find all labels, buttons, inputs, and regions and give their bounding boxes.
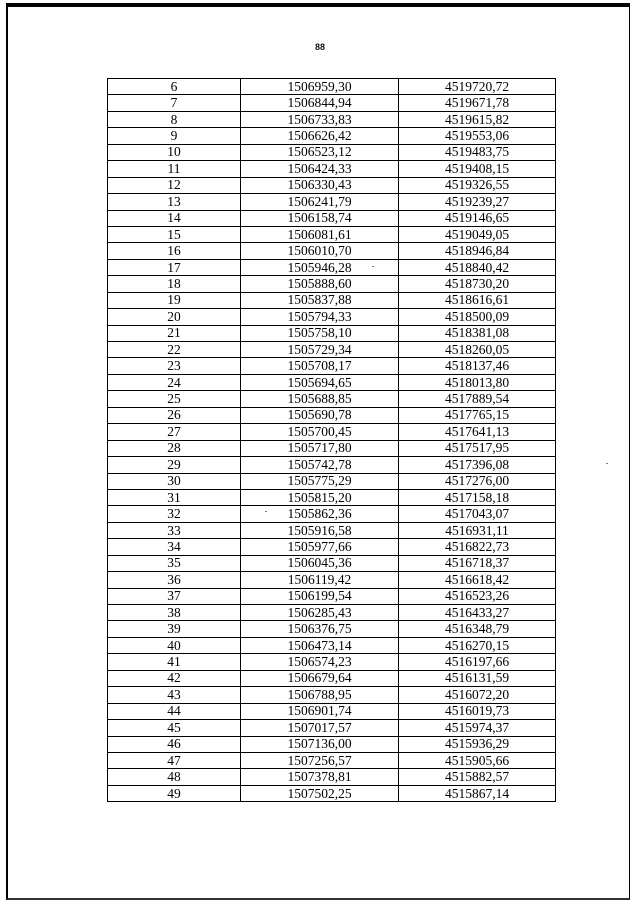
table-row — [108, 292, 556, 308]
table-row — [108, 194, 556, 210]
x-coordinate-cell: 1505794,33 — [241, 309, 399, 325]
x-coordinate-cell: 1506081,61 — [241, 226, 399, 242]
x-coordinate-cell: 1506158,74 — [241, 210, 399, 226]
x-coordinate-cell: 1506626,42 — [241, 128, 399, 144]
x-coordinate-cell: 1506241,79 — [241, 194, 399, 210]
scan-speck — [606, 463, 608, 464]
y-coordinate-cell: 4516348,79 — [399, 621, 556, 637]
table-row — [108, 785, 556, 801]
point-number-cell: 47 — [108, 752, 241, 768]
y-coordinate-cell: 4519239,27 — [399, 194, 556, 210]
y-coordinate-cell: 4517641,13 — [399, 424, 556, 440]
point-number-cell: 19 — [108, 292, 241, 308]
x-coordinate-cell: 1505700,45 — [241, 424, 399, 440]
table-row — [108, 309, 556, 325]
y-coordinate-cell: 4517043,07 — [399, 506, 556, 522]
table-row — [108, 752, 556, 768]
table-row — [108, 177, 556, 193]
table-row — [108, 720, 556, 736]
y-coordinate-cell: 4519146,65 — [399, 210, 556, 226]
table-row — [108, 522, 556, 538]
y-coordinate-cell: 4516523,26 — [399, 588, 556, 604]
x-coordinate-cell: 1507378,81 — [241, 769, 399, 785]
point-number-cell: 13 — [108, 194, 241, 210]
scan-speck — [265, 511, 267, 512]
table-row — [108, 391, 556, 407]
y-coordinate-cell: 4519671,78 — [399, 95, 556, 111]
x-coordinate-cell: 1506733,83 — [241, 111, 399, 127]
point-number-cell: 14 — [108, 210, 241, 226]
point-number-cell: 42 — [108, 670, 241, 686]
x-coordinate-cell: 1506330,43 — [241, 177, 399, 193]
x-coordinate-cell: 1506424,33 — [241, 161, 399, 177]
table-row — [108, 342, 556, 358]
point-number-cell: 40 — [108, 637, 241, 653]
table-row — [108, 161, 556, 177]
y-coordinate-cell: 4515936,29 — [399, 736, 556, 752]
point-number-cell: 8 — [108, 111, 241, 127]
point-number-cell: 11 — [108, 161, 241, 177]
x-coordinate-cell: 1505837,88 — [241, 292, 399, 308]
table-row — [108, 621, 556, 637]
y-coordinate-cell: 4518946,84 — [399, 243, 556, 259]
y-coordinate-cell: 4518260,05 — [399, 342, 556, 358]
point-number-cell: 49 — [108, 785, 241, 801]
point-number-cell: 22 — [108, 342, 241, 358]
x-coordinate-cell: 1506376,75 — [241, 621, 399, 637]
point-number-cell: 34 — [108, 539, 241, 555]
table-row — [108, 226, 556, 242]
y-coordinate-cell: 4517276,00 — [399, 473, 556, 489]
y-coordinate-cell: 4517158,18 — [399, 489, 556, 505]
x-coordinate-cell: 1505708,17 — [241, 358, 399, 374]
point-number-cell: 29 — [108, 457, 241, 473]
table-row — [108, 243, 556, 259]
point-number-cell: 38 — [108, 605, 241, 621]
page-number: 88 — [314, 42, 325, 52]
point-number-cell: 43 — [108, 687, 241, 703]
point-number-cell: 37 — [108, 588, 241, 604]
x-coordinate-cell: 1506679,64 — [241, 670, 399, 686]
table-row — [108, 128, 556, 144]
y-coordinate-cell: 4515867,14 — [399, 785, 556, 801]
point-number-cell: 23 — [108, 358, 241, 374]
table-row — [108, 111, 556, 127]
point-number-cell: 33 — [108, 522, 241, 538]
point-number-cell: 7 — [108, 95, 241, 111]
point-number-cell: 41 — [108, 654, 241, 670]
x-coordinate-cell: 1505888,60 — [241, 276, 399, 292]
y-coordinate-cell: 4515905,66 — [399, 752, 556, 768]
x-coordinate-cell: 1507502,25 — [241, 785, 399, 801]
table-row — [108, 489, 556, 505]
table-row — [108, 654, 556, 670]
table-row — [108, 555, 556, 571]
point-number-cell: 25 — [108, 391, 241, 407]
point-number-cell: 12 — [108, 177, 241, 193]
y-coordinate-cell: 4518381,08 — [399, 325, 556, 341]
y-coordinate-cell: 4516131,59 — [399, 670, 556, 686]
x-coordinate-cell: 1505690,78 — [241, 407, 399, 423]
x-coordinate-cell: 1506010,70 — [241, 243, 399, 259]
y-coordinate-cell: 4519483,75 — [399, 144, 556, 160]
y-coordinate-cell: 4516718,37 — [399, 555, 556, 571]
table-row — [108, 457, 556, 473]
table-row — [108, 506, 556, 522]
point-number-cell: 10 — [108, 144, 241, 160]
y-coordinate-cell: 4516822,73 — [399, 539, 556, 555]
point-number-cell: 17 — [108, 259, 241, 275]
table-row — [108, 687, 556, 703]
y-coordinate-cell: 4516072,20 — [399, 687, 556, 703]
x-coordinate-cell: 1505729,34 — [241, 342, 399, 358]
table-row — [108, 358, 556, 374]
y-coordinate-cell: 4516433,27 — [399, 605, 556, 621]
y-coordinate-cell: 4519615,82 — [399, 111, 556, 127]
table-row — [108, 424, 556, 440]
point-number-cell: 27 — [108, 424, 241, 440]
table-row — [108, 473, 556, 489]
point-number-cell: 48 — [108, 769, 241, 785]
y-coordinate-cell: 4519408,15 — [399, 161, 556, 177]
table-row — [108, 144, 556, 160]
point-number-cell: 24 — [108, 374, 241, 390]
x-coordinate-cell: 1506901,74 — [241, 703, 399, 719]
x-coordinate-cell: 1506959,30 — [241, 79, 399, 95]
y-coordinate-cell: 4518013,80 — [399, 374, 556, 390]
x-coordinate-cell: 1505815,20 — [241, 489, 399, 505]
point-number-cell: 26 — [108, 407, 241, 423]
table-row — [108, 325, 556, 341]
table-row — [108, 637, 556, 653]
y-coordinate-cell: 4517765,15 — [399, 407, 556, 423]
y-coordinate-cell: 4519326,55 — [399, 177, 556, 193]
y-coordinate-cell: 4519553,06 — [399, 128, 556, 144]
x-coordinate-cell: 1505758,10 — [241, 325, 399, 341]
y-coordinate-cell: 4515882,57 — [399, 769, 556, 785]
table-row — [108, 588, 556, 604]
coordinates-table — [107, 78, 556, 802]
point-number-cell: 32 — [108, 506, 241, 522]
y-coordinate-cell: 4516019,73 — [399, 703, 556, 719]
y-coordinate-cell: 4516197,66 — [399, 654, 556, 670]
y-coordinate-cell: 4518616,61 — [399, 292, 556, 308]
y-coordinate-cell: 4516931,11 — [399, 522, 556, 538]
x-coordinate-cell: 1506285,43 — [241, 605, 399, 621]
x-coordinate-cell: 1505862,36 — [241, 506, 399, 522]
x-coordinate-cell: 1505688,85 — [241, 391, 399, 407]
x-coordinate-cell: 1506788,95 — [241, 687, 399, 703]
table-row — [108, 210, 556, 226]
table-row — [108, 605, 556, 621]
point-number-cell: 21 — [108, 325, 241, 341]
point-number-cell: 46 — [108, 736, 241, 752]
table-row — [108, 374, 556, 390]
point-number-cell: 16 — [108, 243, 241, 259]
table-row — [108, 79, 556, 95]
point-number-cell: 30 — [108, 473, 241, 489]
table-row — [108, 539, 556, 555]
table-row — [108, 769, 556, 785]
x-coordinate-cell: 1505916,58 — [241, 522, 399, 538]
y-coordinate-cell: 4518730,20 — [399, 276, 556, 292]
table-row — [108, 670, 556, 686]
table-row — [108, 440, 556, 456]
y-coordinate-cell: 4516618,42 — [399, 572, 556, 588]
y-coordinate-cell: 4518840,42 — [399, 259, 556, 275]
point-number-cell: 20 — [108, 309, 241, 325]
table-row — [108, 407, 556, 423]
x-coordinate-cell: 1506473,14 — [241, 637, 399, 653]
table-row — [108, 259, 556, 275]
table-row — [108, 572, 556, 588]
point-number-cell: 6 — [108, 79, 241, 95]
y-coordinate-cell: 4517889,54 — [399, 391, 556, 407]
x-coordinate-cell: 1506119,42 — [241, 572, 399, 588]
point-number-cell: 35 — [108, 555, 241, 571]
y-coordinate-cell: 4519049,05 — [399, 226, 556, 242]
coordinates-table-body — [108, 79, 556, 802]
x-coordinate-cell: 1506199,54 — [241, 588, 399, 604]
x-coordinate-cell: 1505742,78 — [241, 457, 399, 473]
table-row — [108, 276, 556, 292]
x-coordinate-cell: 1505946,28 — [241, 259, 399, 275]
x-coordinate-cell: 1506045,36 — [241, 555, 399, 571]
table-row — [108, 703, 556, 719]
y-coordinate-cell: 4518137,46 — [399, 358, 556, 374]
y-coordinate-cell: 4519720,72 — [399, 79, 556, 95]
y-coordinate-cell: 4515974,37 — [399, 720, 556, 736]
y-coordinate-cell: 4517396,08 — [399, 457, 556, 473]
y-coordinate-cell: 4516270,15 — [399, 637, 556, 653]
x-coordinate-cell: 1505717,80 — [241, 440, 399, 456]
x-coordinate-cell: 1506574,23 — [241, 654, 399, 670]
table-row — [108, 736, 556, 752]
y-coordinate-cell: 4518500,09 — [399, 309, 556, 325]
x-coordinate-cell: 1505694,65 — [241, 374, 399, 390]
x-coordinate-cell: 1506844,94 — [241, 95, 399, 111]
table-row — [108, 95, 556, 111]
point-number-cell: 39 — [108, 621, 241, 637]
x-coordinate-cell: 1507136,00 — [241, 736, 399, 752]
point-number-cell: 28 — [108, 440, 241, 456]
point-number-cell: 36 — [108, 572, 241, 588]
x-coordinate-cell: 1505977,66 — [241, 539, 399, 555]
point-number-cell: 45 — [108, 720, 241, 736]
point-number-cell: 44 — [108, 703, 241, 719]
point-number-cell: 18 — [108, 276, 241, 292]
x-coordinate-cell: 1507256,57 — [241, 752, 399, 768]
y-coordinate-cell: 4517517,95 — [399, 440, 556, 456]
x-coordinate-cell: 1506523,12 — [241, 144, 399, 160]
point-number-cell: 9 — [108, 128, 241, 144]
x-coordinate-cell: 1507017,57 — [241, 720, 399, 736]
point-number-cell: 31 — [108, 489, 241, 505]
point-number-cell: 15 — [108, 226, 241, 242]
x-coordinate-cell: 1505775,29 — [241, 473, 399, 489]
scan-speck — [372, 266, 374, 267]
